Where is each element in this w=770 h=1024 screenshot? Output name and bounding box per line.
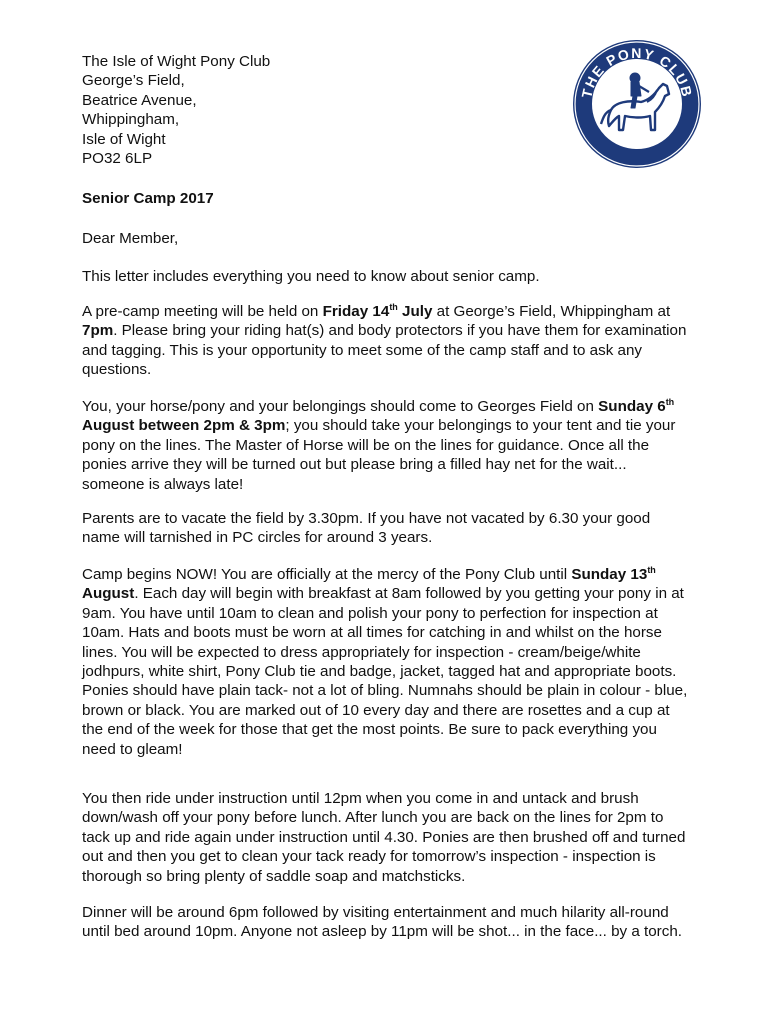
address-line: George’s Field, xyxy=(82,72,185,90)
address-line: Beatrice Avenue, xyxy=(82,91,197,109)
camp-paragraph: Camp begins NOW! You are officially at the mercy of the Pony Club until Sunday 13th August. Each day will begin with breakfast at 8am followed by you getting your pony in at 9am. You have until 10am to clean and polish your pony to perfection for inspection at 10am. Hats and boots must be worn at all times for catching in and whilst on the horse lines. You will be expected to dress appropriately for inspection - cream/beige/white jodhpurs, white shirt, Pony Club tie and badge, jacket, tagged hat and appropriate boots. Ponies should have plain tack- not a lot of bling. Numnahs should be plain in colour - blue, brown or black. You are marked out of 10 every day and there are rosettes and a cup at the end of the week for those that get the most points. Be sure to pack everything you need to gleam! xyxy=(82,564,688,758)
parents-paragraph: Parents are to vacate the field by 3.30pm. If you have not vacated by 6.30 your good name will tarnished in PC circles for around 3 years. xyxy=(82,510,651,547)
pony-club-logo xyxy=(571,38,703,170)
meeting-paragraph: A pre-camp meeting will be held on Friday 14th July at George’s Field, Whippingham at 7pm. Please bring your riding hat(s) and body protectors if you have them for examination and tagging. This is your opportunity to meet some of the camp staff and to ask any questions. xyxy=(82,301,687,379)
logo-bottom-text: EST 1929 xyxy=(607,130,667,152)
address-line: The Isle of Wight Pony Club xyxy=(82,53,271,70)
logo-top-text: THE PONY CLUB xyxy=(578,44,696,100)
salutation: Dear Member, xyxy=(82,230,179,247)
sender-address xyxy=(82,52,502,168)
instruction-paragraph: You then ride under instruction until 12pm when you come in and untack and brush down/wash off your pony before lunch. After lunch you are back on the lines for 2pm to tack up and ride again under instruction until 4.30. Ponies are then brushed off and turned out and then you get to clean your tack ready for tomorrow’s inspection - inspection is thorough so bring plenty of saddle soap and matchsticks. xyxy=(82,790,686,885)
address-line: Isle of Wight xyxy=(82,130,166,148)
letter-heading: Senior Camp 2017 xyxy=(82,190,214,207)
dinner-paragraph: Dinner will be around 6pm followed by visiting entertainment and much hilarity all-round until bed around 10pm. Anyone not asleep by 11pm will be shot... in the face... by a torch. xyxy=(82,904,682,941)
address-line: Whippingham, xyxy=(82,111,180,129)
address-line: PO32 6LP xyxy=(82,150,153,168)
intro-paragraph: This letter includes everything you need to know about senior camp. xyxy=(82,268,540,285)
arrival-paragraph: You, your horse/pony and your belongings should come to Georges Field on Sunday 6th August between 2pm & 3pm; you should take your belongings to your tent and tie your pony on the lines. The Master of Horse will be on the lines for guidance. Once all the ponies arrive they will be turned out but please bring a filled hay net for the wait... someone is always late! xyxy=(82,396,676,493)
